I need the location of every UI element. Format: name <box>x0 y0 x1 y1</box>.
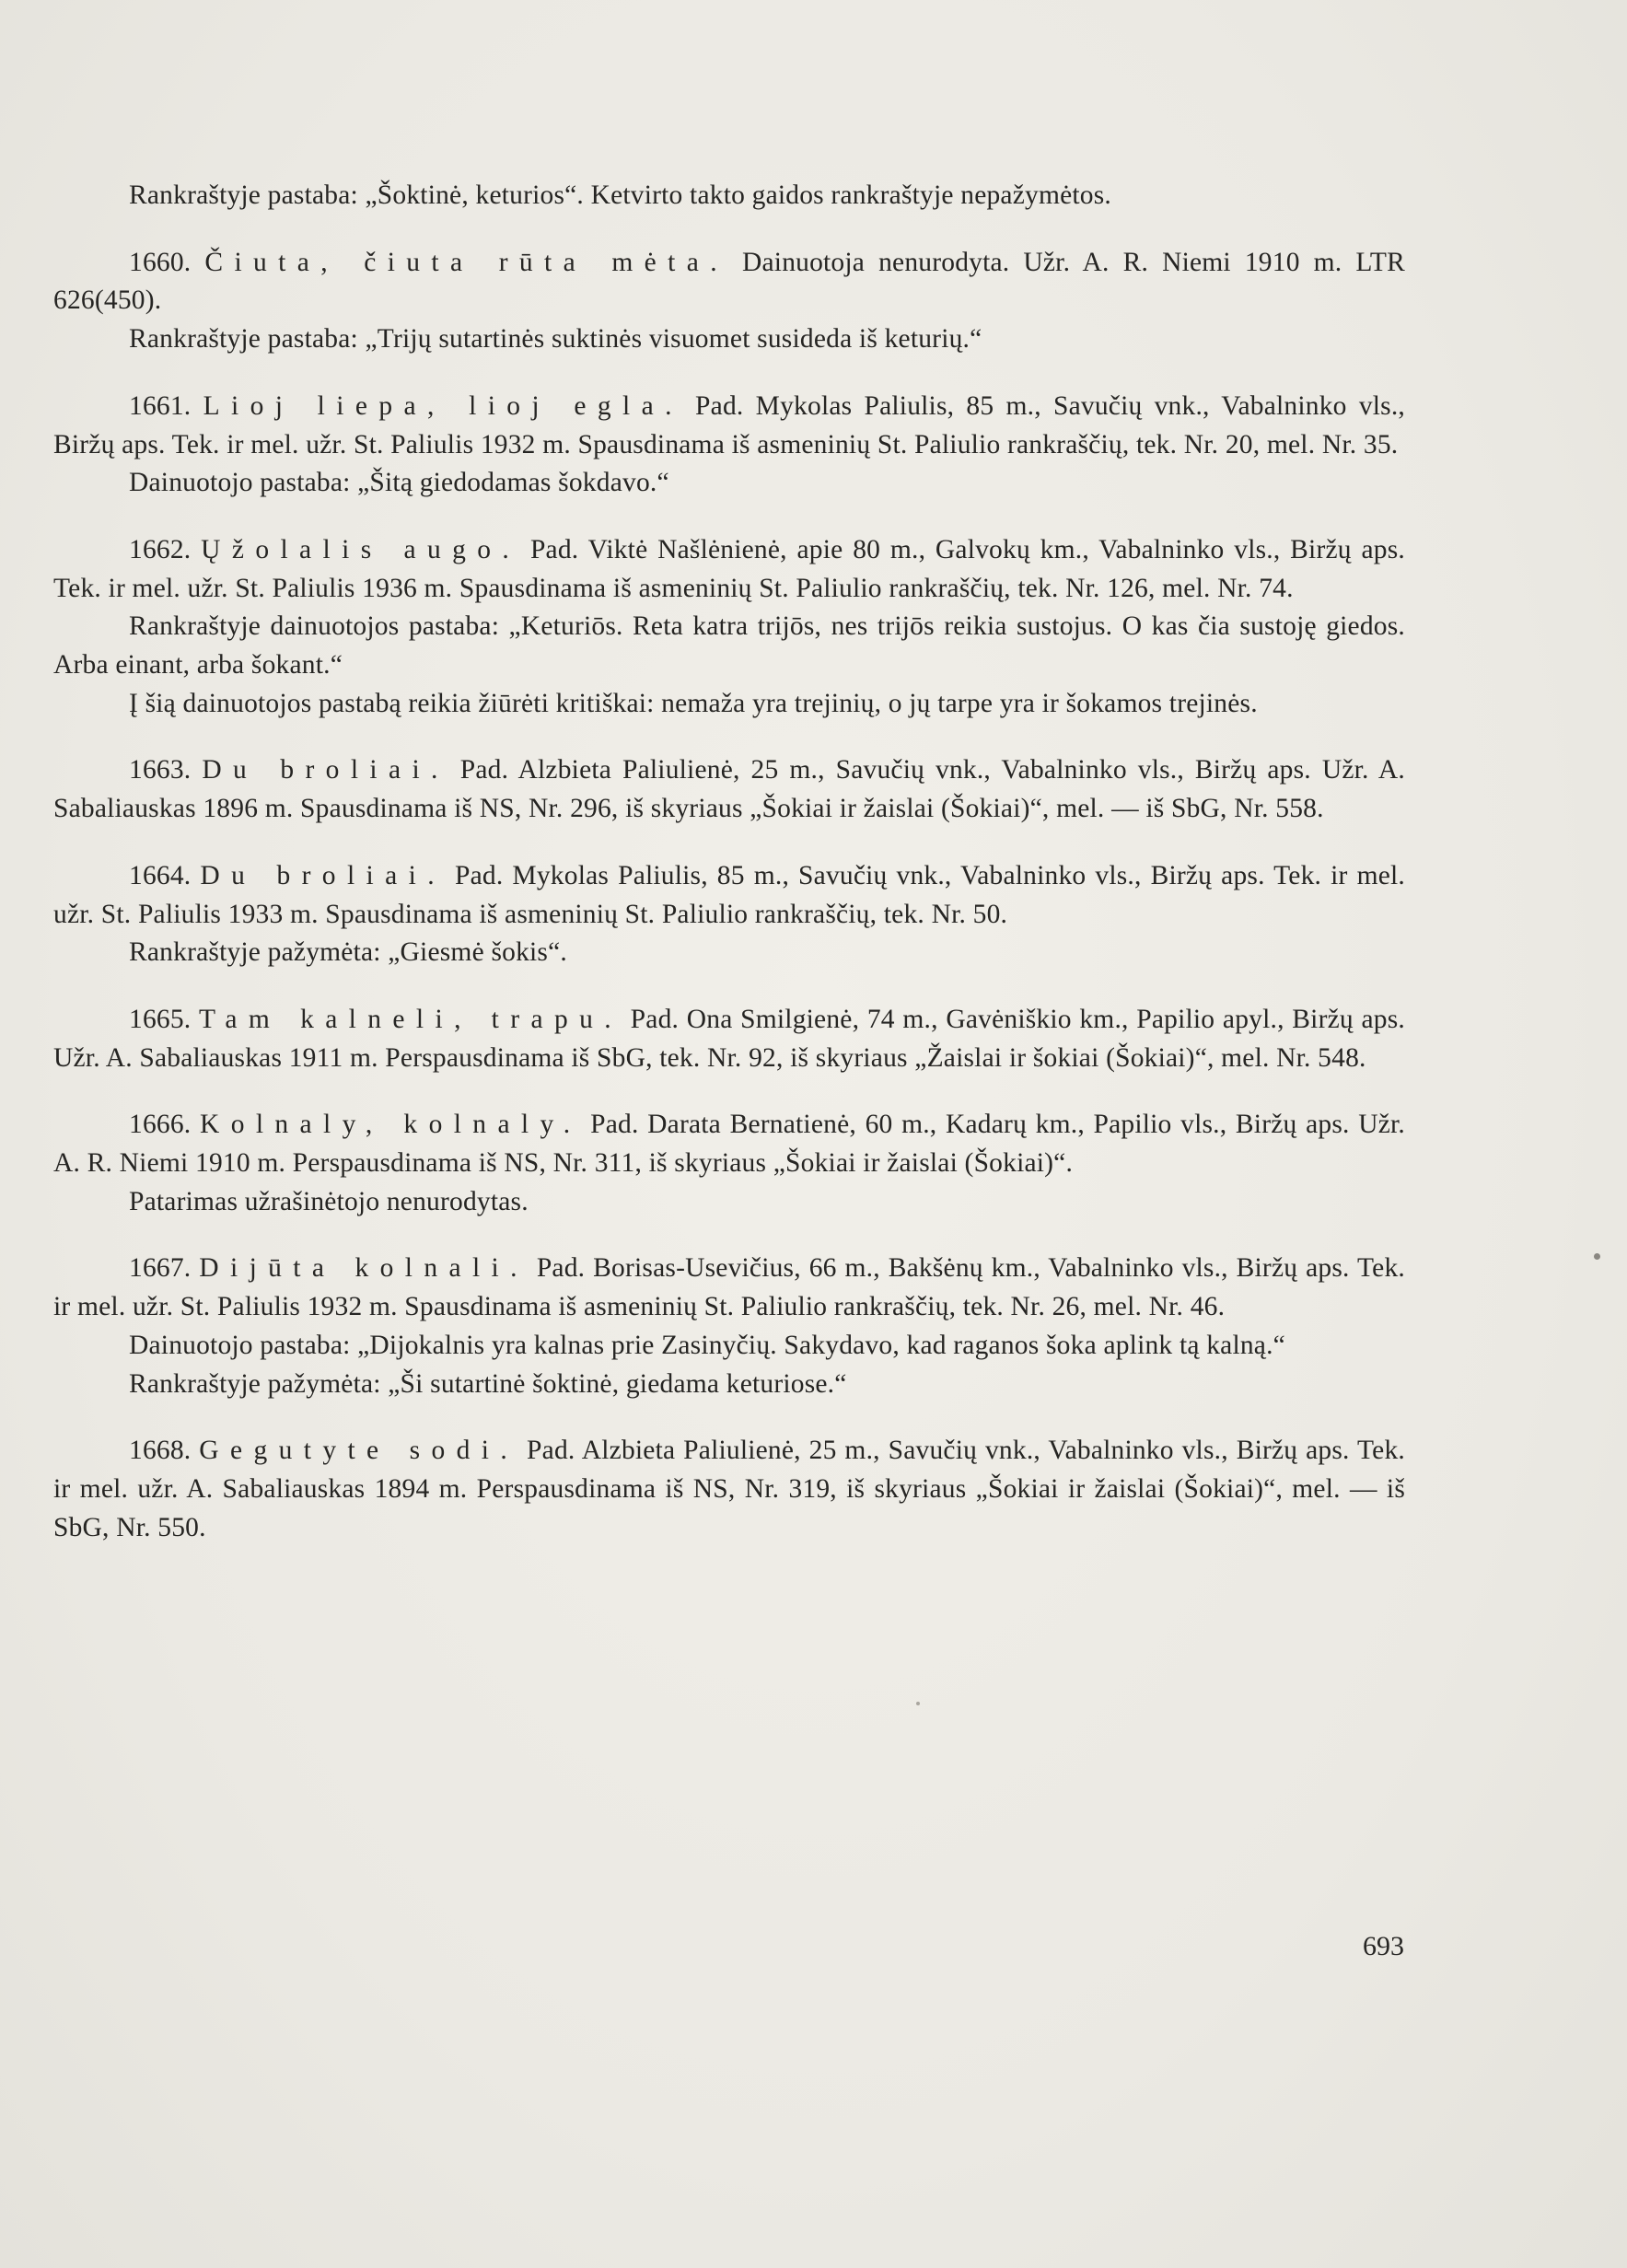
paragraph-text: Dainuotoja nenurodyta. Užr. A. R. Niemi 1910 m. LTR 626(450). <box>53 247 1405 316</box>
entry-paragraph <box>53 1106 1405 1182</box>
paragraph-text: Patarimas užrašinėtojo nenurodytas. <box>129 1186 529 1216</box>
paragraph-text: Pad. Darata Bernatienė, 60 m., Kadarų km., Papilio vls., Biržų aps. Užr. A. R. Niemi 1910 m. Perspausdinama iš NS, Nr. 311, iš skyriaus „Šokiai ir žaislai (Šokiai)“. <box>53 1110 1405 1179</box>
song-title: Tam kalneli, trapu. <box>199 1004 623 1034</box>
text-body <box>53 177 1405 1547</box>
print-speck <box>916 1702 920 1705</box>
paragraph-text: Pad. Ona Smilgienė, 74 m., Gavėniškio km., Papilio apyl., Biržų aps. Užr. A. Sabaliauskas 1911 m. Perspausdinama iš SbG, tek. Nr. 92, iš skyriaus „Žaislai ir šokiai (Šokiai)“, mel. Nr. 548. <box>53 1004 1405 1073</box>
note-paragraph <box>53 685 1405 724</box>
paragraph-text: Dainuotojo pastaba: „Šitą giedodamas šokdavo.“ <box>129 468 669 498</box>
entry-paragraph <box>53 1250 1405 1326</box>
entry-paragraph <box>53 857 1405 934</box>
paragraph-text: 1663. <box>129 755 203 785</box>
note-paragraph <box>53 177 1405 215</box>
note-paragraph <box>53 1327 1405 1366</box>
paragraph-text: 1665. <box>129 1004 200 1034</box>
note-paragraph <box>53 1183 1405 1222</box>
note-paragraph <box>53 934 1405 972</box>
paragraph-text: Į šią dainuotojos pastabą reikia žiūrėti kritiškai: nemaža yra trejinių, o jų tarpe yra ir šokamos trejinės. <box>129 688 1258 718</box>
paragraph-text: Rankraštyje pastaba: „Šoktinė, keturios“. Ketvirto takto gaidos rankraštyje nepažymėtos. <box>129 180 1112 210</box>
song-title: Du broliai. <box>200 860 446 890</box>
note-paragraph <box>53 1366 1405 1404</box>
paragraph-text: Dainuotojo pastaba: „Dijokalnis yra kalnas prie Zasinyčių. Sakydavo, kad raganos šoka aplink tą kalną.“ <box>129 1330 1285 1360</box>
song-title: Kolnaly, kolnaly. <box>200 1110 582 1140</box>
note-paragraph <box>53 320 1405 359</box>
paragraph-text: 1668. <box>129 1436 200 1466</box>
paragraph-text: Rankraštyje pažymėta: „Giesmė šokis“. <box>129 937 567 968</box>
page-number: 693 <box>1363 1931 1404 1961</box>
paragraph-text: 1661. <box>129 390 203 421</box>
entry-paragraph <box>53 1432 1405 1547</box>
paragraph-text: Rankraštyje dainuotojos pastaba: „Keturiōs. Reta katra trijōs, nes trijōs reikia sustojus. O kas čia sustoję giedos. Arba einant, arba šokant.“ <box>53 611 1405 680</box>
note-paragraph <box>53 464 1405 503</box>
entry-paragraph <box>53 1001 1405 1077</box>
paragraph-text: Pad. Viktė Našlėnienė, apie 80 m., Galvokų km., Vabalninko vls., Biržų aps. Tek. ir mel. užr. St. Paliulis 1936 m. Spausdinama iš asmeninių St. Paliulio rankraščių, tek. Nr. 126, mel. Nr. 74. <box>53 534 1405 603</box>
paragraph-text: Pad. Alzbieta Paliulienė, 25 m., Savučių vnk., Vabalninko vls., Biržų aps. Užr. A. Sabaliauskas 1896 m. Spausdinama iš NS, Nr. 296, iš skyriaus „Šokiai ir žaislai (Šokiai)“, mel. — iš SbG, Nr. 558. <box>53 755 1405 824</box>
song-title: Dijūta kolnali. <box>199 1253 529 1284</box>
song-title: Gegutyte sodi. <box>199 1436 519 1466</box>
entry-paragraph <box>53 751 1405 828</box>
paragraph-text: Pad. Borisas-Usevičius, 66 m., Bakšėnų km., Vabalninko vls., Biržų aps. Tek. ir mel. užr. St. Paliulis 1932 m. Spausdinama iš asmeninių St. Paliulio rankraščių, tek. Nr. 26, mel. Nr. 46. <box>53 1253 1405 1322</box>
song-title: Čiuta, čiuta rūta mėta. <box>204 247 728 277</box>
paragraph-text: 1662. <box>129 534 202 564</box>
entry-paragraph <box>53 531 1405 608</box>
entry-paragraph <box>53 388 1405 464</box>
print-speck <box>1594 1253 1600 1260</box>
paragraph-text: Rankraštyje pažymėta: „Ši sutartinė šoktinė, giedama keturiose.“ <box>129 1368 847 1399</box>
paragraph-text: 1660. <box>129 247 205 277</box>
paragraph-text: 1667. <box>129 1253 200 1284</box>
paragraph-text: Pad. Mykolas Paliulis, 85 m., Savučių vnk., Vabalninko vls., Biržų aps. Tek. ir mel. užr. St. Paliulis 1932 m. Spausdinama iš asmeninių St. Paliulio rankraščių, tek. Nr. 20, mel. Nr. 35. <box>53 390 1406 459</box>
paragraph-text: 1666. <box>129 1110 200 1140</box>
song-title: Du broliai. <box>202 755 449 785</box>
song-title: Lioj liepa, lioj egla. <box>203 390 683 421</box>
paragraph-text: Pad. Mykolas Paliulis, 85 m., Savučių vnk., Vabalninko vls., Biržų aps. Tek. ir mel. užr. St. Paliulis 1933 m. Spausdinama iš asmeninių St. Paliulio rankraščių, tek. Nr. 50. <box>53 860 1405 929</box>
paragraph-text: 1664. <box>129 860 201 890</box>
note-paragraph <box>53 608 1405 684</box>
paragraph-text: Pad. Alzbieta Paliulienė, 25 m., Savučių vnk., Vabalninko vls., Biržų aps. Tek. ir mel. užr. A. Sabaliauskas 1894 m. Perspausdinama iš NS, Nr. 319, iš skyriaus „Šokiai ir žaislai (Šokiai)“, mel. — iš SbG, Nr. 550. <box>53 1436 1405 1542</box>
song-title: Ųžolalis augo. <box>201 534 521 564</box>
entry-paragraph <box>53 244 1405 320</box>
paragraph-text: Rankraštyje pastaba: „Trijų sutartinės suktinės visuomet susideda iš keturių.“ <box>129 324 982 355</box>
